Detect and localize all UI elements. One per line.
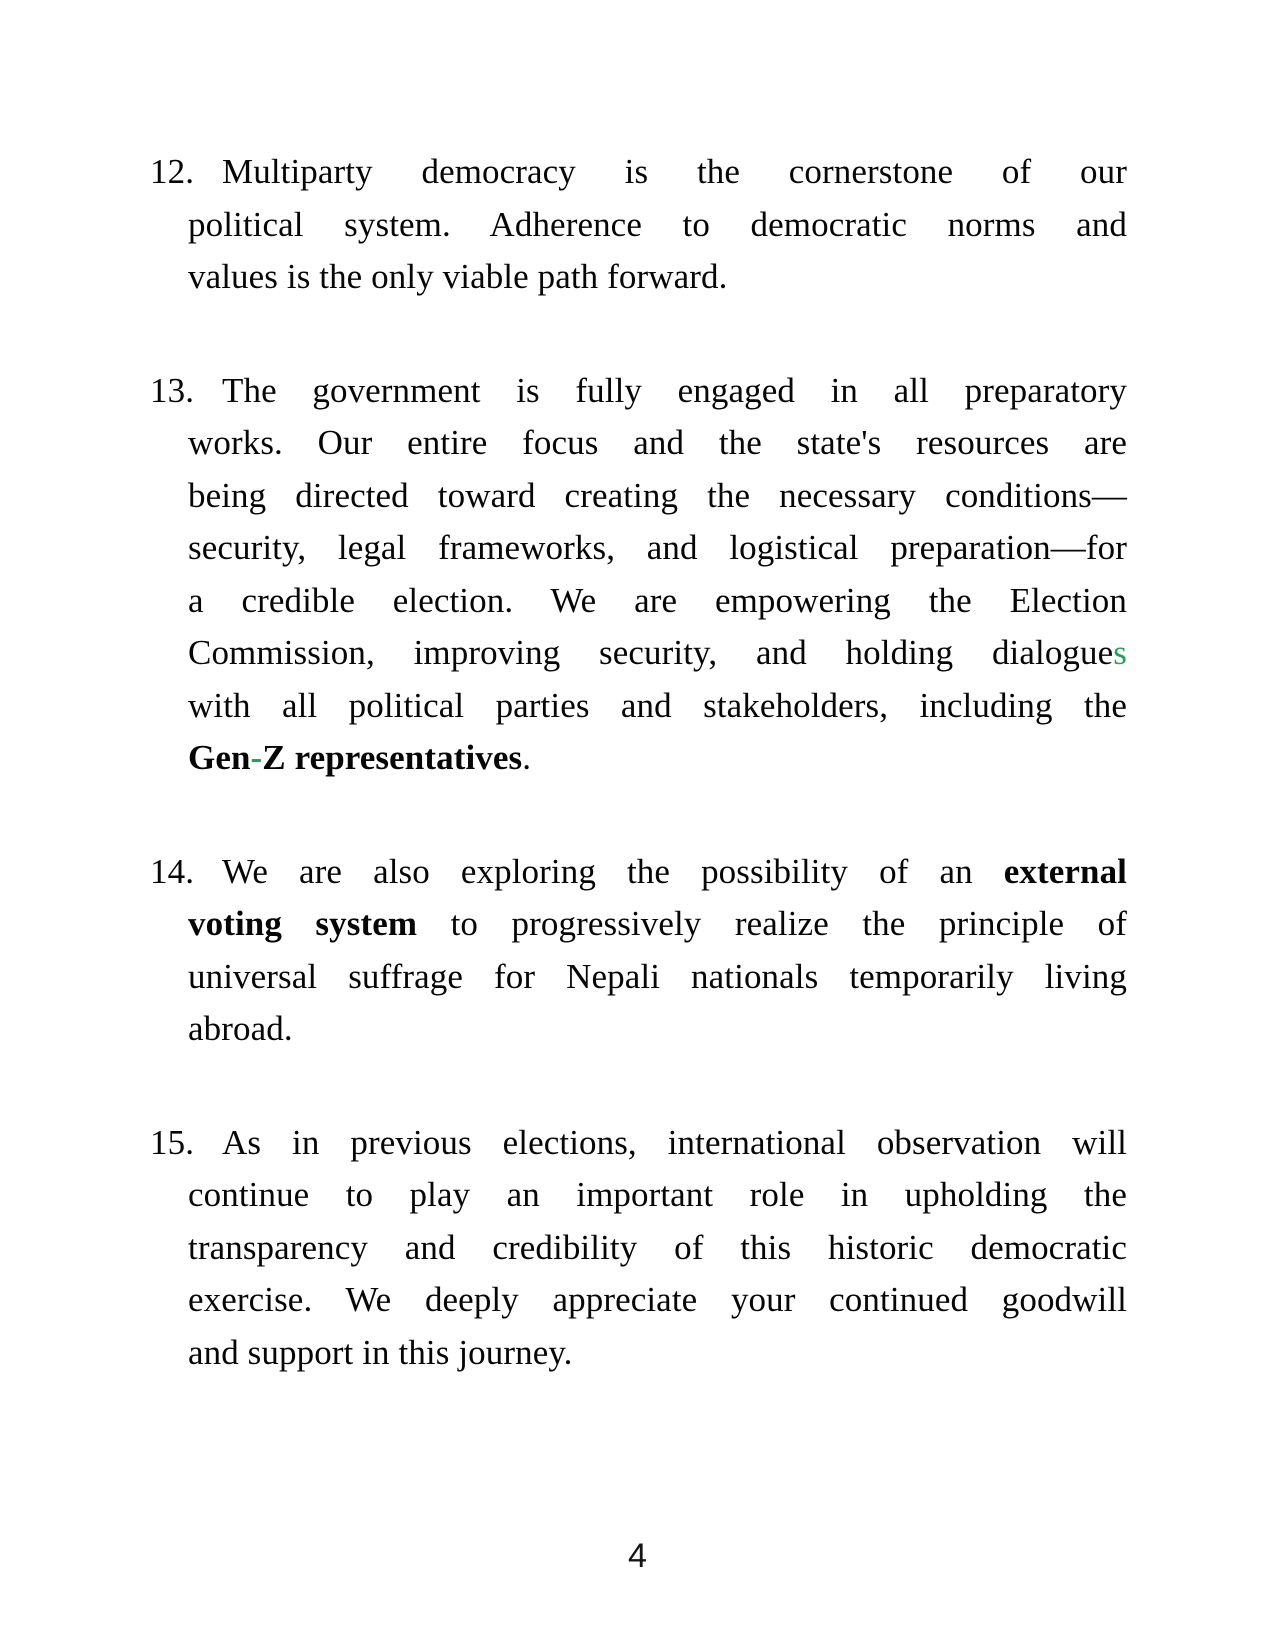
text-segment: external xyxy=(1003,851,1127,891)
paragraph-number: 14. xyxy=(150,851,195,891)
paragraph-number: 13. xyxy=(150,370,195,410)
document-body xyxy=(150,146,1127,1379)
text-line xyxy=(188,898,1127,951)
text-segment: and support in this journey. xyxy=(188,1332,573,1372)
text-line xyxy=(188,627,1127,680)
text-segment: to progressively realize the principle of xyxy=(417,904,1128,943)
text-segment: being directed toward creating the necessary conditions— xyxy=(188,475,1127,515)
text-line xyxy=(188,951,1127,1004)
text-segment: transparency and credibility of this historic democratic xyxy=(188,1227,1127,1267)
text-line xyxy=(188,522,1127,575)
text-segment: political system. Adherence to democratic norms and xyxy=(188,204,1127,244)
text-line xyxy=(188,680,1127,733)
text-segment: We are also exploring the possibility of an xyxy=(222,851,1004,891)
text-segment: The government is fully engaged in all preparatory xyxy=(222,370,1127,410)
text-line xyxy=(188,417,1127,470)
text-segment: a credible election. We are empowering the Election xyxy=(188,580,1127,620)
text-segment: security, legal frameworks, and logistical preparation—for xyxy=(188,528,1127,567)
text-line xyxy=(150,1117,1127,1170)
text-segment: As in previous elections, international observation will xyxy=(222,1122,1127,1162)
text-line xyxy=(188,199,1127,252)
text-segment: voting system xyxy=(188,904,418,943)
text-line xyxy=(188,251,1127,304)
text-line xyxy=(188,1169,1127,1222)
text-segment: universal suffrage for Nepali nationals temporarily living xyxy=(188,956,1127,996)
text-line xyxy=(150,365,1127,418)
paragraph-number: 12. xyxy=(150,152,195,191)
text-segment: Multiparty democracy is the cornerstone of our xyxy=(222,152,1127,191)
text-line xyxy=(188,1003,1127,1056)
text-segment: Commission, improving security, and holding dialogue xyxy=(188,633,1114,672)
text-segment: - xyxy=(250,738,263,777)
text-line xyxy=(188,575,1127,628)
text-segment: with all political parties and stakeholders, including the xyxy=(188,685,1127,725)
text-segment: values is the only viable path forward. xyxy=(188,257,728,296)
paragraph xyxy=(150,365,1127,785)
text-segment: Gen xyxy=(188,738,251,777)
text-segment: continue to play an important role in upholding the xyxy=(188,1175,1127,1214)
paragraph xyxy=(150,146,1127,304)
text-segment: abroad. xyxy=(188,1009,293,1048)
paragraph xyxy=(150,846,1128,1056)
text-line xyxy=(188,470,1127,523)
text-segment: Z representatives xyxy=(262,738,523,777)
text-line xyxy=(188,1274,1127,1327)
text-line xyxy=(188,732,1127,785)
text-segment: works. Our entire focus and the state's resources are xyxy=(188,423,1127,462)
paragraph xyxy=(150,1117,1127,1380)
page-number: 4 xyxy=(628,1537,647,1575)
text-line xyxy=(150,846,1127,899)
paragraph-number: 15. xyxy=(150,1122,195,1162)
text-line xyxy=(188,1222,1127,1275)
text-line xyxy=(150,146,1127,199)
text-segment: . xyxy=(522,738,532,777)
text-line xyxy=(188,1327,1127,1380)
text-segment: exercise. We deeply appreciate your continued goodwill xyxy=(188,1280,1127,1319)
text-segment: s xyxy=(1113,633,1127,672)
